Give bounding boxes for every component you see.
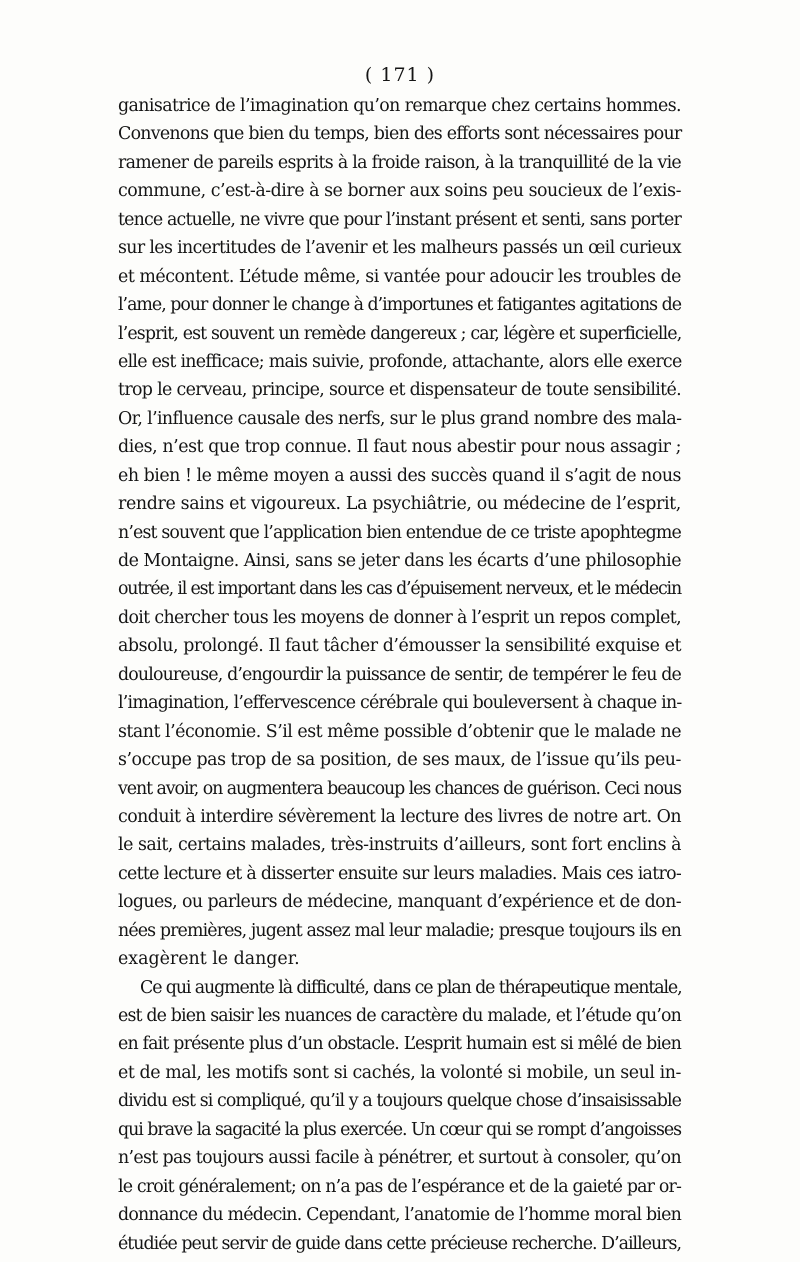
text-line: l’esprit, est souvent un remède dangereux ; car, légère et superficielle, — [118, 323, 682, 344]
text-line: elle est inefficace; mais suivie, profonde, attachante, alors elle exerce — [118, 351, 682, 372]
text-line: rendre sains et vigoureux. La psychiâtrie, ou médecine de l’esprit, — [118, 494, 681, 515]
text-line: commune, c’est-à-dire à se borner aux soins peu soucieux de l’exis- — [118, 181, 681, 202]
paragraph — [118, 974, 681, 1258]
text-line: tence actuelle, ne vivre que pour l’instant présent et senti, sans porter — [118, 209, 681, 230]
text-line: absolu, prolongé. Il faut tâcher d’émousser la sensibilité exquise et — [118, 636, 681, 657]
text-line: nées premières, jugent assez mal leur maladie; presque toujours ils en — [118, 920, 681, 941]
paragraph — [118, 92, 681, 974]
text-line: de Montaigne. Ainsi, sans se jeter dans les écarts d’une philosophie — [118, 551, 681, 571]
text-line: et de mal, les motifs sont si cachés, la volonté si mobile, un seul in- — [118, 1062, 681, 1083]
text-line: Or, l’influence causale des nerfs, sur le plus grand nombre des mala- — [118, 408, 682, 429]
text-line: dividu est si compliqué, qu’il y a toujours quelque chose d’insaisissable — [118, 1091, 681, 1112]
text-line: n’est souvent que l’application bien entendue de ce triste apophtegme — [118, 522, 681, 543]
text-line: exagèrent le danger. — [118, 949, 300, 970]
text-line: outrée, il est important dans les cas d’épuisement nerveux, et le médecin — [118, 579, 681, 600]
text-line: ramener de pareils esprits à la froide raison, à la tranquillité de la vie — [118, 152, 681, 173]
text-line: eh bien ! le même moyen a aussi des succès quand il s’agit de nous — [118, 465, 681, 486]
text-line: n’est pas toujours aussi facile à pénétrer, et surtout à consoler, qu’on — [118, 1148, 681, 1169]
text-line: trop le cerveau, principe, source et dispensateur de toute sensibilité. — [118, 380, 681, 401]
text-line: logues, ou parleurs de médecine, manquant d’expérience et de don- — [118, 892, 681, 913]
text-line: vent avoir, on augmentera beaucoup les chances de guérison. Ceci nous — [118, 778, 681, 799]
body-text — [118, 92, 681, 1258]
text-line: donnance du médecin. Cependant, l’anatomie de l’homme moral bien — [118, 1205, 681, 1226]
text-line: et mécontent. L’étude même, si vantée pour adoucir les troubles de — [118, 266, 681, 287]
text-line: ganisatrice de l’imagination qu’on remarque chez certains hommes. — [118, 96, 681, 116]
text-line: l’ame, pour donner le change à d’importunes et fatigantes agitations de — [118, 295, 681, 316]
text-line: qui brave la sagacité la plus exercée. Un cœur qui se rompt d’angoisses — [118, 1119, 681, 1140]
text-line: dies, n’est que trop connue. Il faut nous abestir pour nous assagir ; — [118, 437, 682, 458]
page-number: ( 171 ) — [364, 64, 436, 86]
text-line: doit chercher tous les moyens de donner à l’esprit un repos complet, — [118, 607, 681, 628]
text-line: conduit à interdire sévèrement la lecture des livres de notre art. On — [118, 806, 681, 827]
text-line: en fait présente plus d’un obstacle. L’esprit humain est si mêlé de bien — [118, 1034, 681, 1055]
text-line: l’imagination, l’effervescence cérébrale qui bouleversent à chaque in- — [118, 693, 682, 714]
text-line: cette lecture et à disserter ensuite sur leurs maladies. Mais ces iatro- — [118, 863, 681, 884]
text-line: Ce qui augmente là difficulté, dans ce plan de thérapeutique mentale, — [140, 977, 682, 998]
text-line: stant l’économie. S’il est même possible d’obtenir que le malade ne — [118, 721, 681, 742]
text-line: Convenons que bien du temps, bien des efforts sont nécessaires pour — [118, 124, 682, 145]
text-line: douloureuse, d’engourdir la puissance de sentir, de tempérer le feu de — [118, 664, 681, 685]
text-line: le croit généralement; on n’a pas de l’espérance et de la gaieté par or- — [118, 1176, 681, 1197]
text-line: le sait, certains malades, très-instruits d’ailleurs, sont fort enclins à — [118, 835, 681, 856]
text-line: s’occupe pas trop de sa position, de ses maux, de l’issue qu’ils peu- — [118, 750, 681, 771]
text-line: étudiée peut servir de guide dans cette précieuse recherche. D’ailleurs, — [118, 1233, 681, 1254]
text-line: sur les incertitudes de l’avenir et les malheurs passés un œil curieux — [118, 238, 681, 259]
text-line: est de bien saisir les nuances de caractère du malade, et l’étude qu’on — [118, 1006, 681, 1026]
